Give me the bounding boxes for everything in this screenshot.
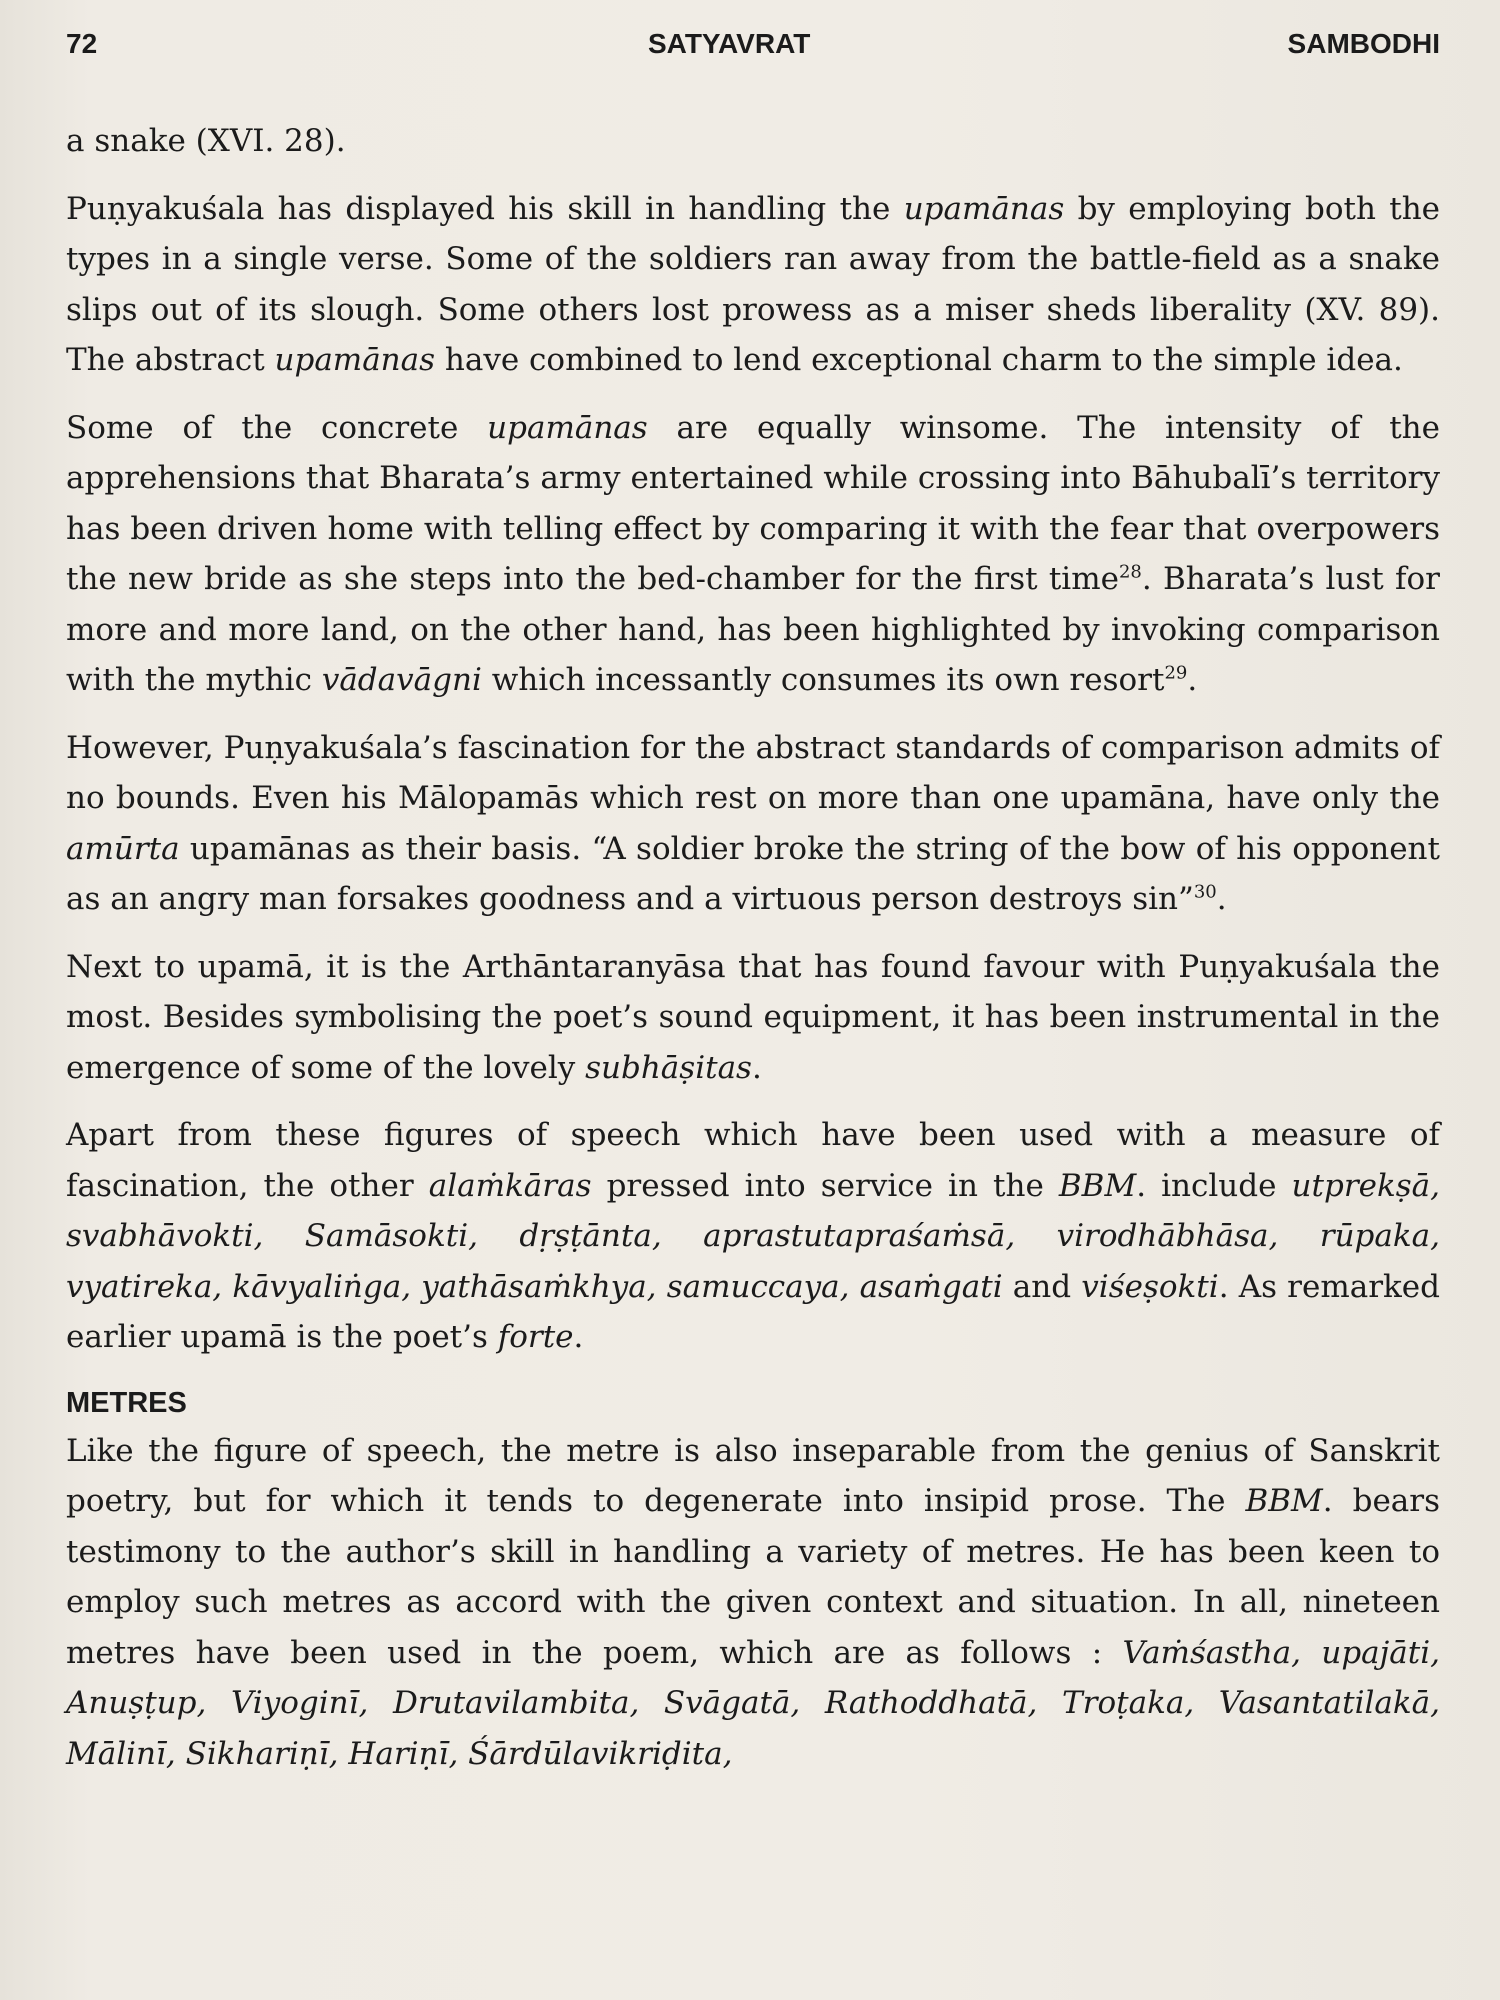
text-run: .: [1216, 881, 1227, 917]
paragraph: [66, 1110, 1440, 1363]
text-run: . As remarked earlier upamā is the poet’s: [66, 1268, 1441, 1355]
journal-name: SAMBODHI: [1287, 28, 1440, 59]
italic-term: upamānas: [274, 342, 436, 378]
italic-term: upamānas: [903, 190, 1065, 227]
paragraph: [66, 1426, 1440, 1780]
text-run: Next to upamā, it is the Arthāntaranyāsa that has found favour with Puṇyakuśala the most. Besides symbolising the poet’s sound equipment, it has been instrumental in the emergence of some of the lovely: [66, 948, 1440, 1086]
text-run: Like the figure of speech, the metre is also inseparable from the genius of Sanskrit poetry, but for which it tends to degenerate into insipid prose. The: [66, 1432, 1440, 1519]
italic-term: amūrta: [66, 830, 180, 867]
page-number: 72: [66, 28, 98, 59]
text-run: are equally winsome. The intensity of the apprehensions that Bharata’s army entertained while crossing into Bāhubalī’s territory has been driven home with telling effect by comparing it with the fear that overpowers the new bride as she steps into the bed-chamber for the first time: [66, 409, 1440, 597]
page-header: [66, 28, 1440, 70]
text-run: .: [1187, 662, 1198, 698]
paragraph: [66, 942, 1440, 1094]
italic-term: alaṁkāras: [428, 1167, 592, 1204]
text-run: Apart from these figures of speech which have been used with a measure of fascination, the other: [66, 1117, 1440, 1204]
text-run: .: [573, 1319, 584, 1355]
text-run: . bears testimony to the author’s skill in handling a variety of metres. He has been keen to employ such metres as accord with the given context and situation. In all, nineteen metres have been used in the poem, which are as follows :: [66, 1483, 1440, 1671]
footnote-ref: 30: [1193, 881, 1217, 903]
running-title: SATYAVRAT: [648, 28, 811, 59]
italic-term: utprekṣā, svabhāvokti, Samāsokti, dṛṣṭānta, aprastutapraśaṁsā, virodhābhāsa, rūpaka, vyatireka, kāvyaliṅga, yathāsaṁkhya, samuccaya, asaṁgati: [66, 1167, 1441, 1305]
text-run: pressed into service in the: [591, 1167, 1059, 1204]
paragraph: [66, 184, 1440, 386]
italic-term: forte: [497, 1319, 574, 1355]
italic-term: viśeṣokti: [1081, 1268, 1219, 1305]
italic-term: BBM: [1058, 1167, 1137, 1204]
paragraph: [66, 723, 1440, 925]
text-run: . include: [1136, 1167, 1292, 1204]
text-run: have combined to lend exceptional charm to the simple idea.: [435, 342, 1403, 378]
italic-term: upamānas: [487, 409, 648, 446]
text-run: a snake (XVI. 28).: [66, 123, 346, 159]
italic-term: Vaṁśastha, upajāti, Anuṣṭup, Viyoginī, Drutavilambita, Svāgatā, Rathoddhatā, Troṭaka, Vasantatilakā, Mālinī, Sikhariṇī, Hariṇī, Śārdūlavikriḍita,: [66, 1634, 1440, 1772]
italic-term: vādavāgni: [321, 662, 482, 698]
paragraph: [66, 116, 1440, 167]
paragraph: [66, 403, 1440, 706]
text-run: and: [1002, 1268, 1082, 1305]
text-run: Some of the concrete: [66, 409, 488, 446]
text-run: Puṇyakuśala has displayed his skill in handling the: [66, 190, 904, 227]
footnote-ref: 28: [1118, 561, 1142, 583]
italic-term: subhāṣitas: [585, 1049, 752, 1086]
body-text: [66, 116, 1440, 1796]
text-run: . Bharata’s lust for more and more land, on the other hand, has been highlighted by invoking comparison with the mythic: [66, 561, 1440, 698]
italic-term: BBM: [1245, 1483, 1323, 1519]
text-run: However, Puṇyakuśala’s fascination for the abstract standards of comparison admits of no bounds. Even his Mālopamās which rest on more than one upamāna, have only the: [66, 729, 1440, 816]
section-heading: [66, 1380, 1440, 1426]
text-run: .: [751, 1049, 762, 1086]
text-run: METRES: [66, 1386, 187, 1419]
footnote-ref: 29: [1164, 662, 1188, 684]
text-run: by employing both the types in a single verse. Some of the soldiers ran away from the battle-field as a snake slips out of its slough. Some others lost prowess as a miser sheds liberality (XV. 89). The abstract: [66, 190, 1441, 378]
text-run: which incessantly consumes its own resort: [481, 662, 1165, 698]
text-run: upamānas as their basis. “A soldier broke the string of the bow of his opponent as an angry man forsakes goodness and a virtuous person destroys sin”: [66, 830, 1440, 917]
